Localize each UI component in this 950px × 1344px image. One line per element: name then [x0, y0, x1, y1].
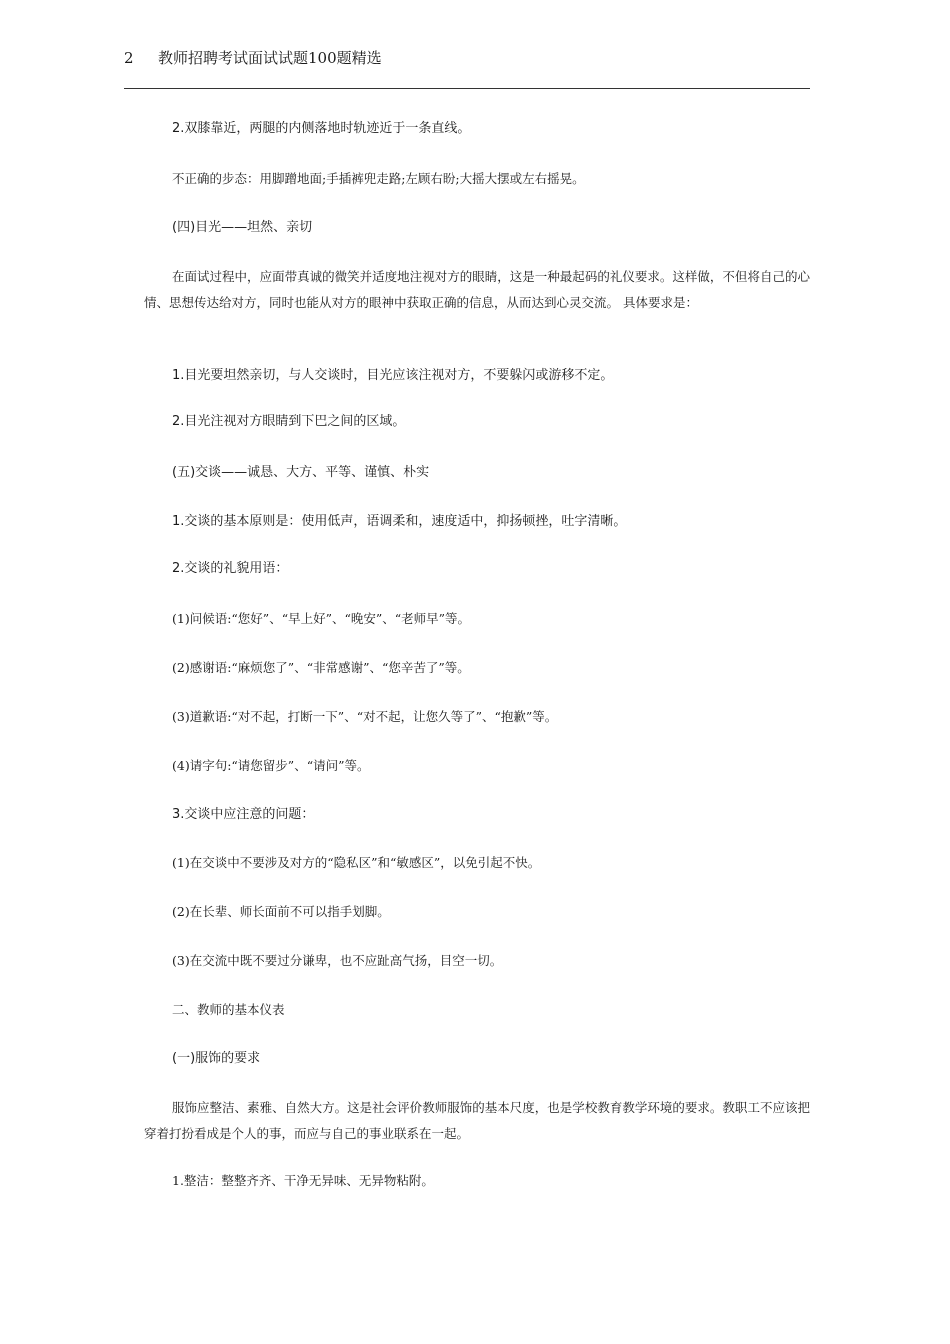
section-heading: (一)服饰的要求	[172, 1051, 261, 1066]
list-item: (1)问候语:“您好”、“早上好”、“晚安”、“老师早”等。	[172, 611, 471, 626]
list-item: (2)感谢语:“麻烦您了”、“非常感谢”、“您辛苦了”等。	[172, 660, 470, 675]
section-heading: (五)交谈——诚恳、大方、平等、谨慎、朴实	[172, 465, 430, 480]
list-item: (2)在长辈、师长面前不可以指手划脚。	[172, 904, 390, 919]
paragraph: 2.双膝靠近，两腿的内侧落地时轨迹近于一条直线。	[172, 121, 471, 136]
paragraph: 在面试过程中，应面带真诚的微笑并适度地注视对方的眼睛，这是一种最起码的礼仪要求。这样做，不但将自己的心情、思想传达给对方，同时也能从对方的眼神中获取正确的信息，从而达到心灵交流。 具体要求是：	[144, 269, 810, 310]
section-heading: 二、教师的基本仪表	[172, 1002, 285, 1017]
page-number: 2	[124, 49, 134, 67]
paragraph: 1.目光要坦然亲切，与人交谈时，目光应该注视对方，不要躲闪或游移不定。	[172, 368, 614, 383]
paragraph: 不正确的步态：用脚蹭地面;手插裤兜走路;左顾右盼;大摇大摆或左右摇晃。	[172, 171, 585, 186]
paragraph: 2.目光注视对方眼睛到下巴之间的区域。	[172, 414, 406, 429]
list-item: (3)在交流中既不要过分谦卑，也不应趾高气扬，目空一切。	[172, 953, 503, 968]
list-item: (1)在交谈中不要涉及对方的“隐私区”和“敏感区”，以免引起不快。	[172, 855, 541, 870]
section-heading: (四)目光——坦然、亲切	[172, 220, 313, 235]
paragraph: 1.交谈的基本原则是：使用低声，语调柔和，速度适中，抑扬顿挫，吐字清晰。	[172, 514, 627, 529]
page-header	[124, 48, 810, 89]
list-item: (4)请字句:“请您留步”、“请问”等。	[172, 758, 370, 773]
paragraph: 3.交谈中应注意的问题：	[172, 807, 315, 822]
document-title: 教师招聘考试面试试题100题精选	[158, 49, 382, 67]
paragraph: 1.整洁：整整齐齐、干净无异味、无异物粘附。	[172, 1173, 434, 1188]
paragraph: 服饰应整洁、素雅、自然大方。这是社会评价教师服饰的基本尺度，也是学校教育教学环境的要求。教职工不应该把穿着打扮看成是个人的事，而应与自己的事业联系在一起。	[144, 1100, 810, 1141]
list-item: (3)道歉语:“对不起，打断一下”、“对不起，让您久等了”、“抱歉”等。	[172, 709, 558, 724]
paragraph: 2.交谈的礼貌用语：	[172, 561, 289, 576]
